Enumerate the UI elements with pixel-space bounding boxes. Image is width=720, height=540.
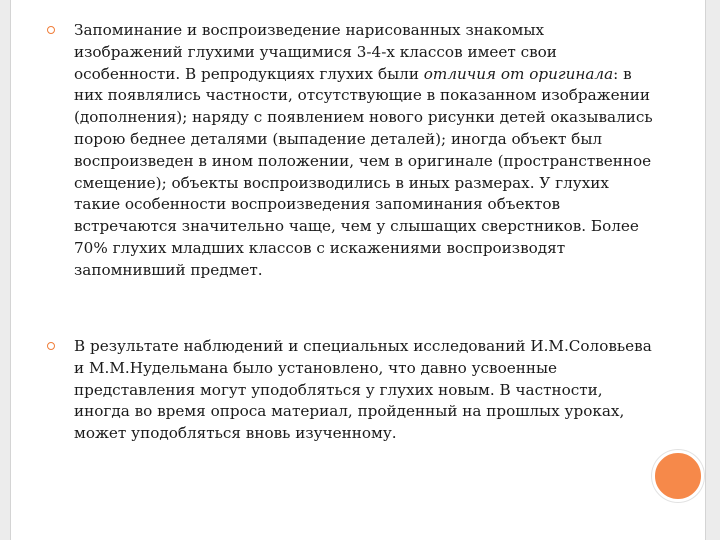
bullet-text-part2: : в них появлялись частности, отсутствующие в показанном изображении (дополнения); наряду с появлением нового рисунки детей оказывались порою беднее деталями (выпадение деталей); иногда объект был воспроизведен в ином положении, чем в оригинале (пространственное смещение); объекты воспроизводились в иных размерах. У глухих такие особенности воспроизведения запоминания объектов встречаются значительно чаще, чем у слышащих сверстников. Более 70% глухих младших классов с искажениями воспроизводят запомнивший предмет.: [74, 64, 653, 279]
bullet-item-memory-reproduction: [35, 20, 655, 282]
bullet-text-emphasis: отличия от оригинала: [423, 64, 614, 83]
hollow-circle-bullet-icon: [47, 26, 55, 34]
bullet-text: [74, 20, 655, 282]
hollow-circle-bullet-icon: [47, 342, 55, 350]
bullet-text: В результате наблюдений и специальных исследований И.М.Соловьева и М.М.Нудельмана было установлено, что давно усвоенные представления могут уподобляться у глухих новым. В частности, иногда во время опроса материал, пройденный на прошлых уроках, может уподобляться вновь изученному.: [74, 337, 652, 443]
slide: [10, 0, 706, 540]
bullet-text-part1: Запоминание и воспроизведение нарисованных знакомых изображений глухими учащимися 3-4-х классов имеет свои особенности. В репродукциях глухих были: [74, 21, 557, 83]
filled-circle-icon: [652, 450, 704, 502]
bullet-item-research-results: [35, 336, 655, 445]
